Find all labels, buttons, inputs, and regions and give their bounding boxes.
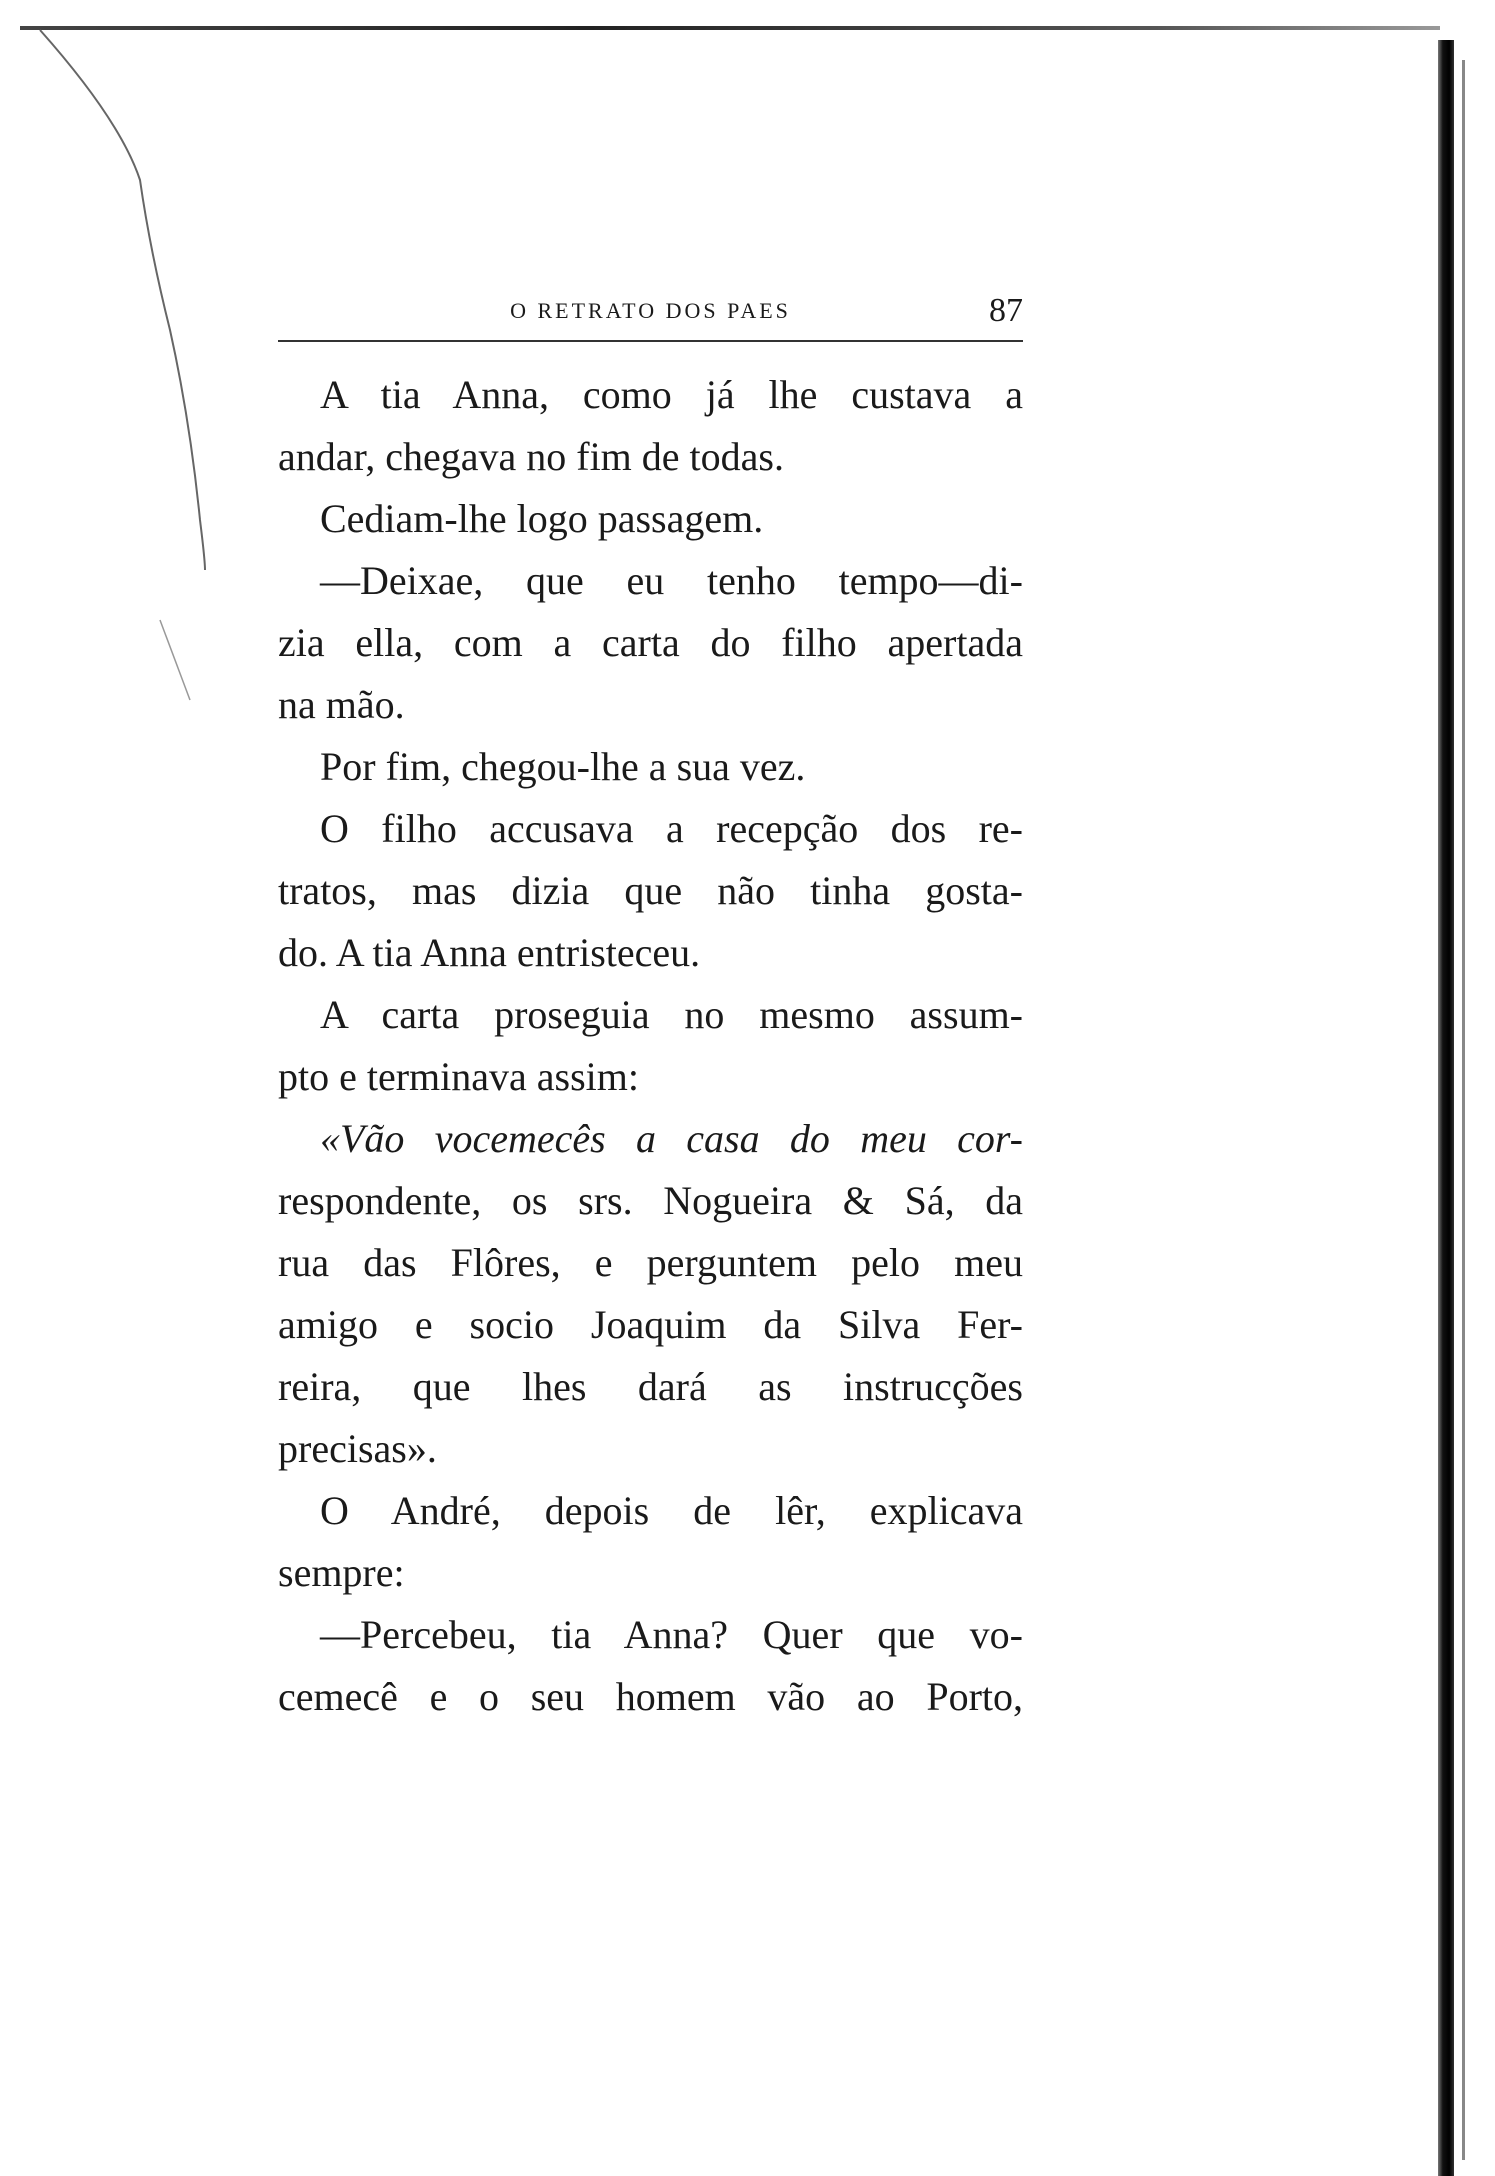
running-header <box>278 280 1023 342</box>
body-text <box>278 364 1023 1728</box>
paragraph <box>278 736 1023 798</box>
text-line: O filho accusava a recepção dos re- <box>320 806 1023 851</box>
text-line: «Vão vocemecês a casa do meu cor- <box>320 1116 1023 1161</box>
paragraph <box>278 550 1023 736</box>
text-line: andar, chegava no fim de todas. <box>278 434 784 479</box>
text-line: precisas». <box>278 1426 437 1471</box>
text-line: A tia Anna, como já lhe custava a <box>320 372 1023 417</box>
paragraph <box>278 1480 1023 1604</box>
text-line: cemecê e o seu homem vão ao Porto, <box>278 1674 1023 1719</box>
text-line: —Percebeu, tia Anna? Quer que vo- <box>320 1612 1023 1657</box>
scan-fold-mark <box>0 0 240 760</box>
paragraph <box>278 364 1023 488</box>
text-line: A carta proseguia no mesmo assum- <box>320 992 1023 1037</box>
running-title: O RETRATO DOS PAES <box>510 298 791 323</box>
quoted-letter-paragraph <box>278 1108 1023 1480</box>
scan-edge-line <box>1462 60 1465 2160</box>
scan-binding-shadow <box>1438 40 1454 2176</box>
text-line: pto e terminava assim: <box>278 1054 640 1099</box>
book-page <box>278 280 1023 1728</box>
text-line: amigo e socio Joaquim da Silva Fer- <box>278 1302 1023 1347</box>
text-line: rua das Flôres, e perguntem pelo meu <box>278 1240 1023 1285</box>
paragraph <box>278 488 1023 550</box>
text-line: sempre: <box>278 1550 405 1595</box>
text-line: Cediam-lhe logo passagem. <box>320 496 764 541</box>
text-line: reira, que lhes dará as instrucções <box>278 1364 1023 1409</box>
paragraph <box>278 1604 1023 1728</box>
text-line: O André, depois de lêr, explicava <box>320 1488 1023 1533</box>
text-line: tratos, mas dizia que não tinha gosta- <box>278 868 1023 913</box>
text-line: —Deixae, que eu tenho tempo—di- <box>320 558 1023 603</box>
page-number: 87 <box>989 292 1023 329</box>
text-line: na mão. <box>278 682 405 727</box>
text-line: respondente, os srs. Nogueira & Sá, da <box>278 1178 1023 1223</box>
text-line: zia ella, com a carta do filho apertada <box>278 620 1023 665</box>
paragraph <box>278 798 1023 984</box>
text-line: do. A tia Anna entristeceu. <box>278 930 701 975</box>
paragraph <box>278 984 1023 1108</box>
text-line: Por fim, chegou-lhe a sua vez. <box>320 744 806 789</box>
